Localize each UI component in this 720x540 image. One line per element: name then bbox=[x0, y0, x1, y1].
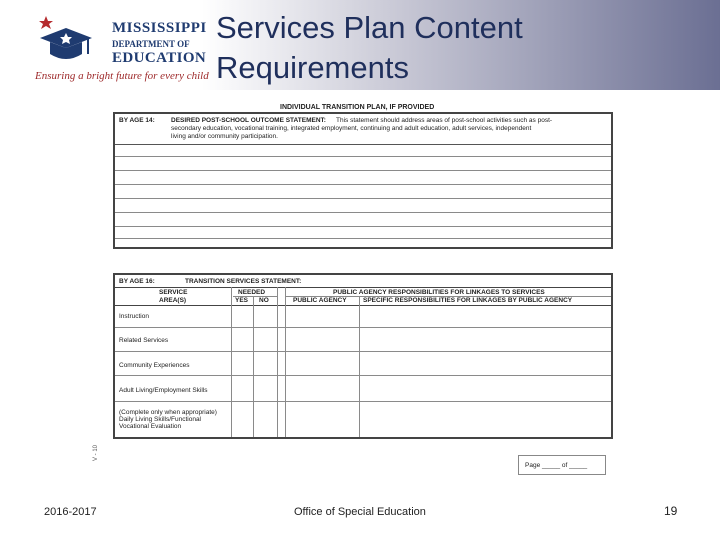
col-no: NO bbox=[259, 297, 269, 304]
org-name-line2: DEPARTMENT OF bbox=[112, 39, 190, 49]
org-name-line3: EDUCATION bbox=[112, 50, 207, 66]
row-daily-living-2: Daily Living Skills/Functional bbox=[119, 416, 202, 423]
footer-year: 2016-2017 bbox=[44, 506, 97, 518]
col-public-agency: PUBLIC AGENCY bbox=[293, 297, 347, 304]
col-yes: YES bbox=[235, 297, 249, 304]
graduation-cap-star-icon bbox=[36, 14, 96, 68]
post-school-outcome-section bbox=[113, 112, 613, 249]
outcome-title: DESIRED POST-SCHOOL OUTCOME STATEMENT: bbox=[171, 117, 326, 124]
outcome-text-2: secondary education, vocational training, integrated employment, continuing and adult education, adult services, independent bbox=[171, 125, 532, 132]
transition-title: TRANSITION SERVICES STATEMENT: bbox=[185, 278, 302, 285]
transition-services-section bbox=[113, 273, 613, 439]
form-heading: INDIVIDUAL TRANSITION PLAN, IF PROVIDED bbox=[280, 104, 435, 111]
org-name-line1: MISSISSIPPI bbox=[112, 20, 207, 36]
footer-office: Office of Special Education bbox=[294, 506, 426, 518]
col-public-agency-resp: PUBLIC AGENCY RESPONSIBILITIES FOR LINKAGES TO SERVICES bbox=[333, 289, 545, 296]
slide-title-line1: Services Plan Content bbox=[216, 10, 523, 45]
outcome-text-3: living and/or community participation. bbox=[171, 133, 278, 140]
org-tagline: Ensuring a bright future for every child bbox=[35, 70, 209, 82]
age16-label: BY AGE 16: bbox=[119, 278, 155, 285]
col-service-1: SERVICE bbox=[159, 289, 188, 296]
row-adult-living: Adult Living/Employment Skills bbox=[119, 387, 208, 394]
transition-plan-form bbox=[93, 100, 615, 485]
row-related-services: Related Services bbox=[119, 337, 169, 344]
col-specific-resp: SPECIFIC RESPONSIBILITIES FOR LINKAGES BY PUBLIC AGENCY bbox=[363, 297, 573, 304]
mde-logo bbox=[30, 6, 209, 86]
page-count-label: Page _____ of _____ bbox=[525, 462, 588, 469]
col-service-2: AREA(S) bbox=[159, 297, 187, 304]
row-community-experiences: Community Experiences bbox=[119, 362, 190, 369]
slide-header bbox=[0, 0, 720, 90]
form-side-code: V - 10 bbox=[93, 444, 100, 462]
slide-title-line2: Requirements bbox=[216, 50, 409, 85]
row-daily-living-3: Vocational Evaluation bbox=[119, 423, 182, 430]
col-needed: NEEDED bbox=[238, 289, 266, 296]
row-instruction: Instruction bbox=[119, 313, 149, 320]
age14-label: BY AGE 14: bbox=[119, 117, 155, 124]
page-count-box bbox=[518, 455, 606, 475]
slide-title bbox=[216, 8, 523, 88]
footer-page-number: 19 bbox=[664, 504, 678, 518]
outcome-text-1: This statement should address areas of post-school activities such as post- bbox=[336, 117, 553, 124]
row-daily-living-1: (Complete only when appropriate) bbox=[119, 409, 217, 416]
